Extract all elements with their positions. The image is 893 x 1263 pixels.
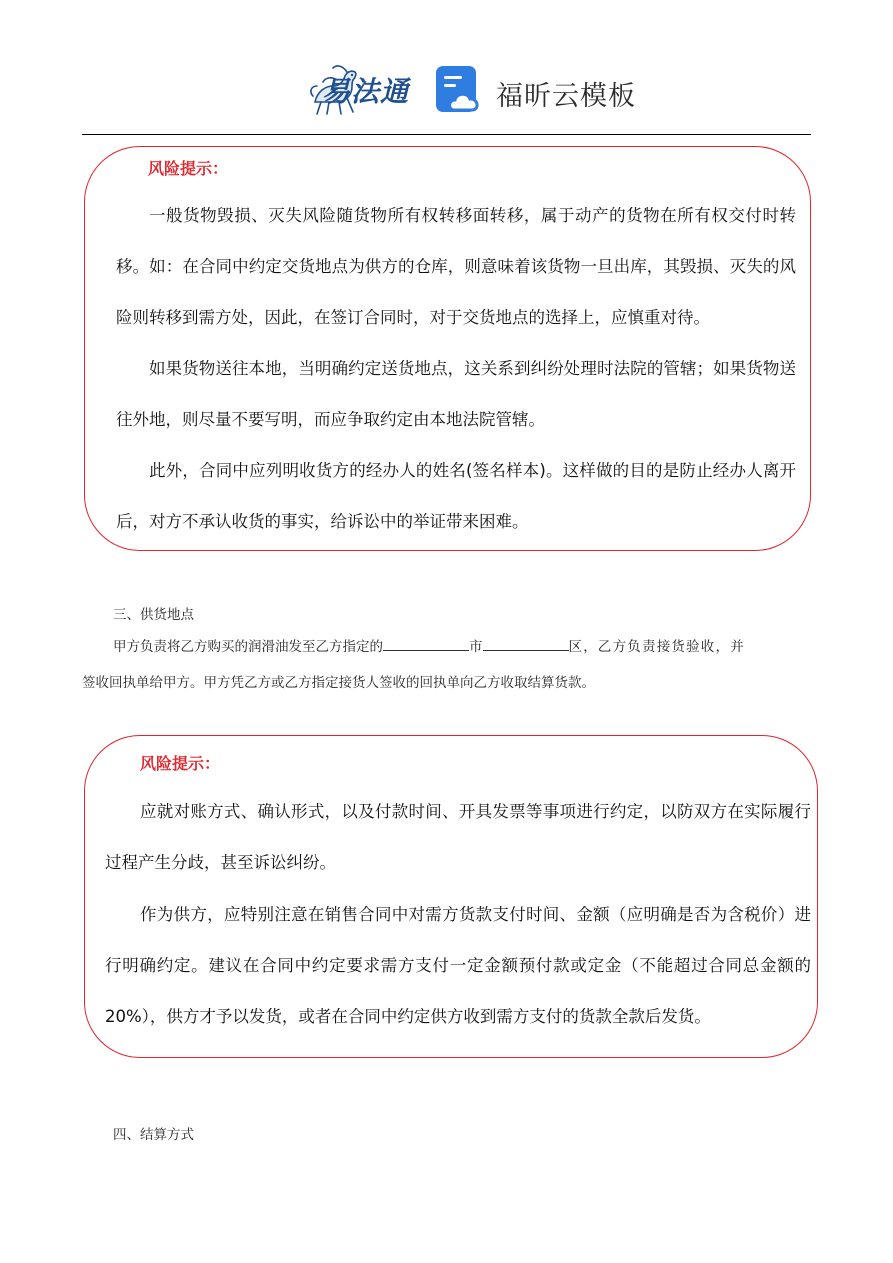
cloud-template-icon [436,66,486,116]
body-text: 市 [469,639,483,655]
body-text: 甲方负责将乙方购买的润滑油发至乙方指定的 [113,639,383,655]
risk-paragraph: 一般货物毁损、灭失风险随货物所有权转移面转移，属于动产的货物在所有权交付时转移。如：在合同中约定交货地点为供方的仓库，则意味着该货物一旦出库，其毁损、灭失的风险则转移到需方处，因此，在签订合同时，对于交货地点的选择上，应慎重对待。 [116,206,796,327]
foxit-cloud-template-text: 福昕云模板 [496,81,636,112]
risk-paragraph: 作为供方，应特别注意在销售合同中对需方货款支付时间、金额（应明确是否为含税价）进行明确约定。建议在合同中约定要求需方支付一定金额预付款或定金（不能超过合同总金额的 20%），供方才予以发货，或者在合同中约定供方收到需方支付的货款全款后发货。 [105,905,811,1026]
risk-paragraph: 如果货物送往本地，当明确约定送货地点，这关系到纠纷处理时法院的管辖；如果货物送往外地，则尽量不要写明，而应争取约定由本地法院管辖。 [116,359,796,429]
page-header [0,58,893,122]
header-divider [82,134,811,135]
yifatong-logo-text: 易法通 [322,75,410,108]
risk-warning-title: 风险提示： [140,754,221,773]
city-blank [383,636,469,651]
section-body-line: 签收回执单给甲方。甲方凭乙方或乙方指定接货人签收的回执单向乙方收取结算货款。 [82,675,595,691]
district-blank [483,636,569,651]
section-heading: 四、结算方式 [113,1127,194,1143]
risk-paragraph: 此外，合同中应列明收货方的经办人的姓名(签名样本)。这样做的目的是防止经办人离开后，对方不承认收货的事实，给诉讼中的举证带来困难。 [116,461,796,531]
risk-warning-title: 风险提示： [148,159,229,178]
section-body-line [113,636,813,657]
body-text: 区，乙方负责接货验收，并 [568,639,745,655]
risk-paragraph: 应就对账方式、确认形式，以及付款时间、开具发票等事项进行约定，以防双方在实际履行过程产生分歧，甚至诉讼纠纷。 [105,802,811,872]
section-heading: 三、供货地点 [113,607,194,623]
